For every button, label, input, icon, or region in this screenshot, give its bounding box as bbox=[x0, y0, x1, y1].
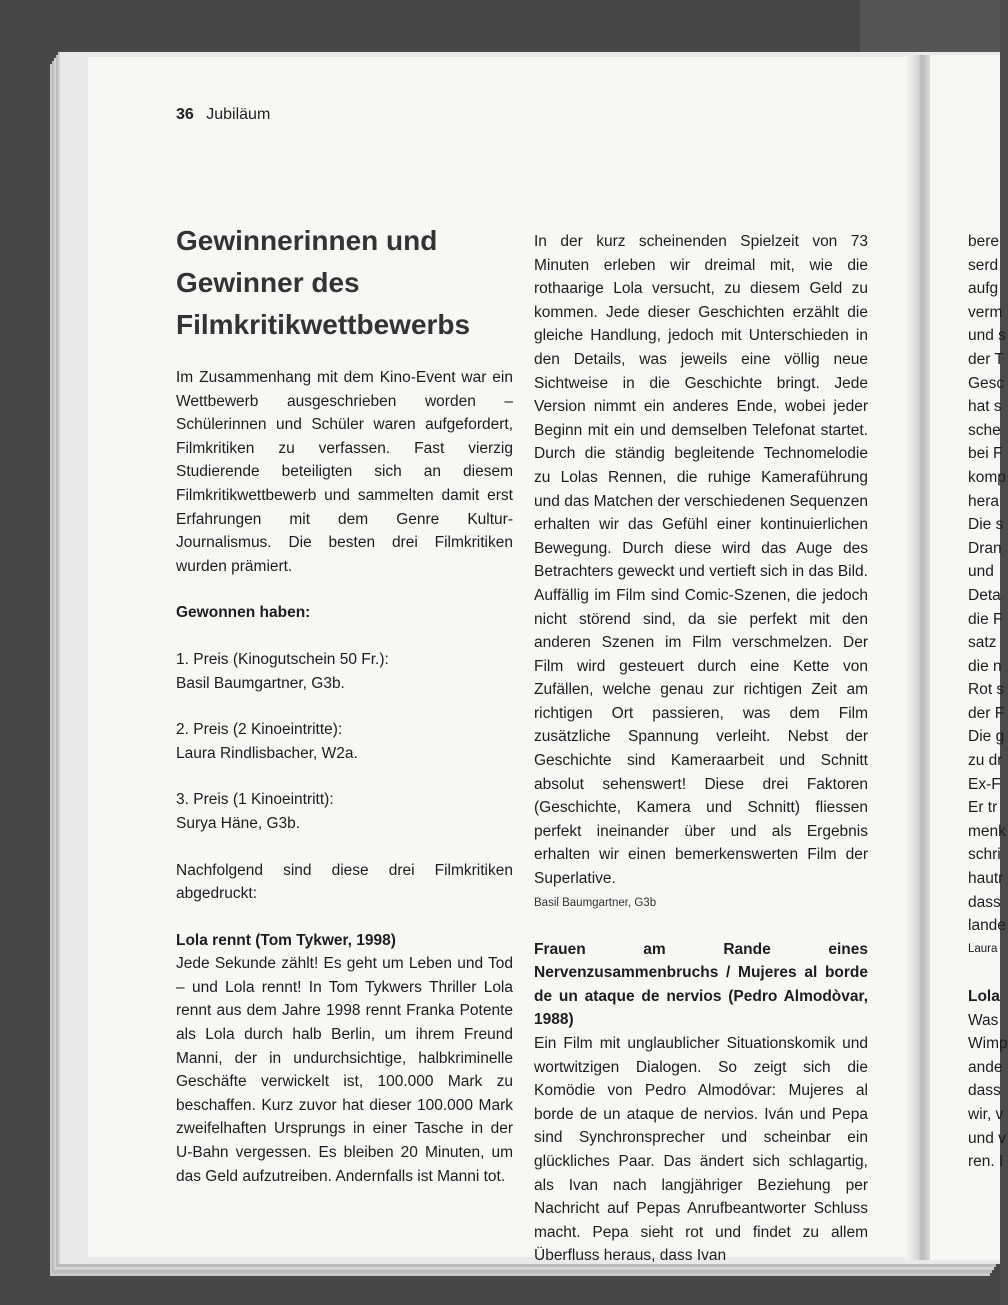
edge-line: hat s bbox=[968, 398, 1002, 416]
edge-line: Die s bbox=[968, 516, 1004, 534]
article-title: Gewinnerinnen und Gewinner des Filmkritikwettbewerbs bbox=[176, 225, 471, 340]
right-page-edge-text bbox=[968, 230, 1008, 1174]
edge-line: schri bbox=[968, 846, 1001, 864]
middle-column bbox=[534, 230, 868, 1268]
edge-heading: Lola bbox=[968, 988, 1000, 1005]
edge-line: Was bbox=[968, 1011, 999, 1029]
edge-line: dass bbox=[968, 893, 1001, 911]
edge-line: serd bbox=[968, 256, 999, 274]
edge-line: ren. I bbox=[968, 1153, 1004, 1171]
edge-line: zu dr bbox=[968, 752, 1003, 770]
prize-2-label: 2. Preis (2 Kinoeintritte): bbox=[176, 721, 343, 739]
edge-line: bei F bbox=[968, 445, 1003, 463]
edge-line: lande bbox=[968, 917, 1006, 935]
edge-line: komp bbox=[968, 468, 1006, 486]
edge-line: und s bbox=[968, 327, 1006, 345]
edge-line: hera bbox=[968, 492, 1000, 510]
prize-1-winner: Basil Baumgartner, G3b. bbox=[176, 674, 345, 692]
edge-line: menk bbox=[968, 822, 1006, 840]
edge-line: bere bbox=[968, 233, 1000, 250]
edge-line: die F bbox=[968, 610, 1003, 628]
review-1-author: Basil Baumgartner, G3b bbox=[534, 896, 657, 909]
edge-line: Ex-F bbox=[968, 775, 1001, 793]
edge-line: ande bbox=[968, 1058, 1003, 1076]
edge-line: die n bbox=[968, 657, 1002, 675]
edge-line: Dran bbox=[968, 539, 1002, 557]
edge-line: sche bbox=[968, 421, 1001, 439]
edge-line: verm bbox=[968, 303, 1003, 321]
section-title: Jubiläum bbox=[206, 106, 271, 123]
prize-1-label: 1. Preis (Kinogutschein 50 Fr.): bbox=[176, 650, 389, 668]
edge-line: Rot s bbox=[968, 681, 1005, 699]
edge-line: Wimp bbox=[968, 1035, 1008, 1053]
edge-line: Er tr bbox=[968, 799, 998, 817]
review-2-text: Ein Film mit unglaublicher Situationskomik und wortwitzigen Dialogen. So zeigt sich die Komödie von Pedro Almodóvar: Mujeres al borde de un ataque de nervios. Iván und Pepa sind Synchronsprecher und scheinbar ein glückliches Paar. Das ändert sich schlagartig, als Ivan nach langjähriger Beziehung per Nachricht auf Pepas Anrufbeantworter Schluss macht. Pepa sieht rot und findet zu allem Überfluss heraus, dass Ivan bbox=[534, 1035, 868, 1265]
page-header bbox=[176, 106, 270, 124]
edge-line: und bbox=[968, 563, 994, 581]
followup-paragraph: Nachfolgend sind diese drei Filmkritiken abgedruckt: bbox=[176, 861, 513, 903]
edge-line: und v bbox=[968, 1129, 1006, 1147]
edge-author: Laura bbox=[968, 942, 998, 955]
edge-line: aufg bbox=[968, 280, 999, 298]
edge-line: wir, v bbox=[968, 1105, 1004, 1123]
edge-line: der F bbox=[968, 704, 1005, 722]
winners-heading: Gewonnen haben: bbox=[176, 604, 311, 622]
edge-line: Die g bbox=[968, 728, 1005, 746]
edge-line: satz bbox=[968, 634, 997, 652]
review-2-title: Frauen am Rande eines Nervenzusammenbruchs / Mujeres al borde de un ataque de nervios (Pedro Almodòvar, 1988) bbox=[534, 940, 868, 1029]
edge-line: Gesc bbox=[968, 374, 1005, 392]
left-column bbox=[176, 220, 513, 1188]
review-1-title: Lola rennt (Tom Tykwer, 1998) bbox=[176, 931, 396, 949]
edge-line: hautr bbox=[968, 870, 1004, 888]
prize-2-winner: Laura Rindlisbacher, W2a. bbox=[176, 744, 358, 762]
edge-line: der T bbox=[968, 350, 1004, 368]
prize-3-label: 3. Preis (1 Kinoeintritt): bbox=[176, 791, 334, 809]
edge-line: Deta bbox=[968, 586, 1001, 604]
review-1-continued: In der kurz scheinenden Spielzeit von 73 Minuten erleben wir dreimal mit, wie die rothaarige Lola versucht, zu diesem Geld zu kommen. Jede dieser Geschichten erzählt die gleiche Handlung, jedoch mit Unterschieden in den Details, was jeweils eine völlig neue Sichtweise in die Geschichte bringt. Jede Version nimmt ein anderes Ende, wobei jeder Beginn mit ein und demselben Telefonat startet. Durch die ständig begleitende Technomelodie zu Lolas Rennen, die ruhige Kameraführung und das Matchen der verschiedenen Sequenzen erhalten wir das Gefühl einer kontinuierlichen Bewegung. Durch diese wird das Auge des Betrachters geweckt und vertieft sich in das Bild. Auffällig im Film sind Comic-Szenen, die jedoch nicht störend sind, da sie perfekt mit den anderen Szenen im Film verschmelzen. Der Film wird gesteuert durch eine Kette von Zufällen, welche genau zur richtigen Zeit am richtigen Ort passieren, was dem Film zusätzliche Spannung verleiht. Nebst der Geschichte sind Kameraarbeit und Schnitt absolut sehenswert! Diese drei Faktoren (Geschichte, Kamera und Schnitt) fliessen perfekt ineinander über und als Ergebnis erhalten wir einen bemerkenswerten Film der Superlative. bbox=[534, 233, 868, 888]
intro-paragraph: Im Zusammenhang mit dem Kino-Event war ein Wettbewerb ausgeschrieben worden – Schülerinnen und Schüler waren aufgefordert, Filmkritiken zu verfassen. Fast vierzig Studierende beteiligten sich an diesem Filmkritikwettbewerb und sammelten damit erst Erfahrungen mit dem Genre Kultur-Journalismus. Die besten drei Filmkritiken wurden prämiert. bbox=[176, 369, 513, 575]
review-1-text: Jede Sekunde zählt! Es geht um Leben und Tod – und Lola rennt! In Tom Tykwers Thriller Lola rennt aus dem Jahre 1998 rennt Franka Potente als Lola durch halb Berlin, um ihrem Freund Manni, der in undurchsichtige, halbkriminelle Geschäfte verwickelt ist, 100.000 Mark zu beschaffen. Kurz zuvor hat dieser 100.000 Mark zweifelhaften Ursprungs in einer Tasche in der U-Bahn vergessen. Es bleiben 20 Minuten, um das Geld aufzutreiben. Andernfalls ist Manni tot. bbox=[176, 955, 513, 1185]
prize-3-winner: Surya Häne, G3b. bbox=[176, 814, 301, 832]
edge-line: dass bbox=[968, 1082, 1001, 1100]
page-number: 36 bbox=[176, 106, 194, 123]
